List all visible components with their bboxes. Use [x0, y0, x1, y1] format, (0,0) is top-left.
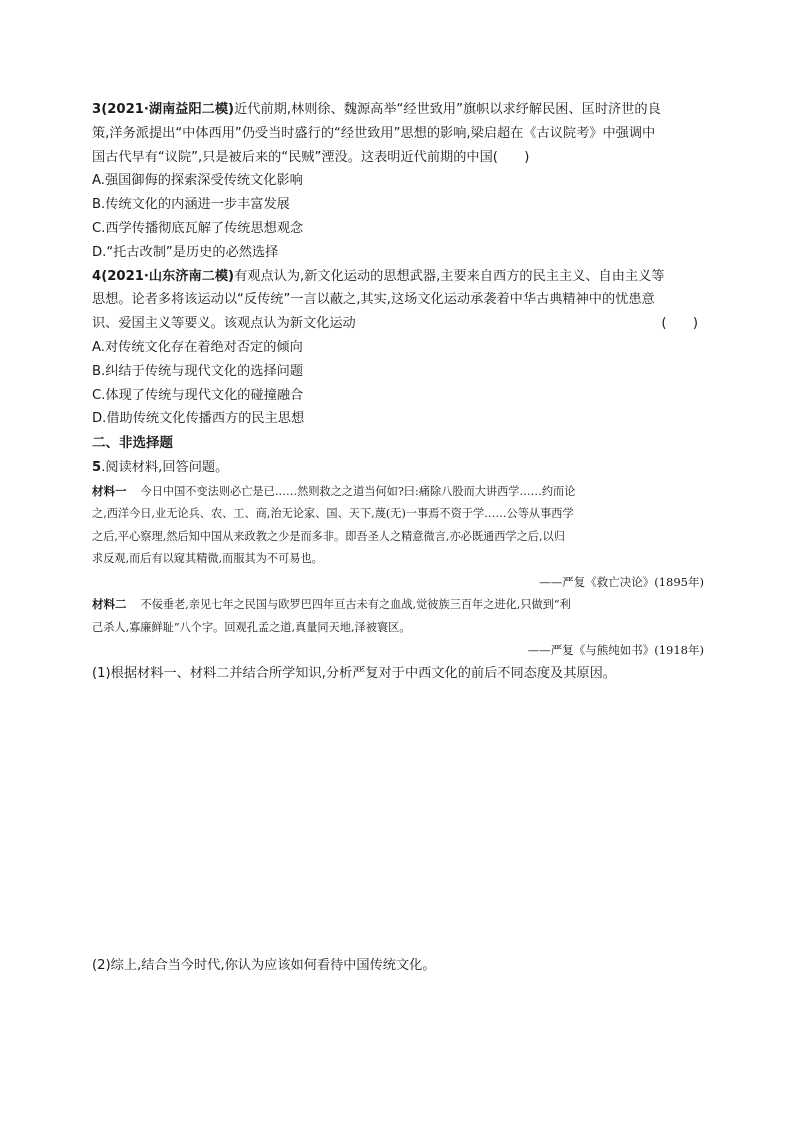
material-1-text-1: 今日中国不变法则必亡是已……然则救之之道当何如?曰:痛除八股而大讲西学……约而论 — [140, 484, 576, 498]
question-4-text-3: 识、爱国主义等要义。该观点认为新文化运动 — [92, 316, 356, 332]
material-2-source: ——严复《与熊纯如书》(1918年) — [527, 643, 704, 658]
exam-page — [92, 98, 704, 977]
material-2-text-1: 不佞垂老,亲见七年之民国与欧罗巴四年亘古未有之血战,觉彼族三百年之进化,只做到“利 — [140, 598, 571, 612]
question-4-option-a: A.对传统文化存在着绝对否定的倾向 — [92, 339, 303, 355]
question-3-option-c: C.西学传播彻底瓦解了传统思想观念 — [92, 220, 304, 236]
question-5-number: 5 — [92, 459, 102, 475]
section-2-title: 二、非选择题 — [92, 435, 173, 452]
question-3-text-1: 近代前期,林则徐、魏源高举“经世致用”旗帜以求纾解民困、匡时济世的良 — [234, 102, 661, 117]
material-1-text-3: 之后,平心察理,然后知中国从来政教之少是而多非。即吾圣人之精意微言,亦必既通西学之后,以归 — [92, 529, 565, 543]
material-1-source: ——严复《救亡决论》(1895年) — [539, 574, 704, 589]
question-3-number: 3 — [92, 102, 102, 117]
question-3-text-3: 国古代早有“议院”,只是被后来的“民贼”湮没。这表明近代前期的中国( ) — [92, 149, 530, 165]
material-1-tag: 材料一 — [92, 483, 127, 498]
question-4-option-b: B.纠结于传统与现代文化的选择问题 — [92, 363, 304, 379]
question-3-source: (2021·湖南益阳二模) — [101, 102, 235, 117]
material-1 — [92, 480, 704, 594]
question-5-sub-2: (2)综上,结合当今时代,你认为应该如何看待中国传统文化。 — [92, 957, 436, 973]
question-4-answer-paren: ( ) — [661, 316, 698, 332]
material-1-text-4: 求反观,而后有以窥其精微,而服其为不可易也。 — [92, 552, 323, 566]
question-5-intro-line — [92, 456, 704, 480]
question-3-option-a: A.强国御侮的探索深受传统文化影响 — [92, 173, 303, 189]
question-3-option-d: D.“托古改制”是历史的必然选择 — [92, 244, 279, 260]
question-4-line-1 — [92, 265, 704, 289]
question-5-sub-1: (1)根据材料一、材料二并结合所学知识,分析严复对于中西文化的前后不同态度及其原因。 — [92, 665, 616, 681]
question-4-option-c: C.体现了传统与现代文化的碰撞融合 — [92, 387, 304, 403]
question-4-source: (2021·山东济南二模) — [101, 268, 235, 284]
question-3 — [92, 98, 704, 265]
material-2-line-1 — [92, 593, 704, 617]
question-4-text-2: 思想。论者多将该运动以“反传统”一言以蔽之,其实,这场文化运动承袭着中华古典精神中的忧患意 — [92, 292, 655, 308]
material-2 — [92, 593, 704, 662]
question-4-text-1: 有观点认为,新文化运动的思想武器,主要来自西方的民主主义、自由主义等 — [234, 268, 665, 284]
question-5-intro: .阅读材料,回答问题。 — [101, 459, 229, 475]
question-4-number: 4 — [92, 268, 102, 284]
answer-space-1[interactable] — [92, 686, 704, 954]
question-4-line-3 — [92, 312, 704, 336]
material-2-text-2: 己杀人,寡廉鲜耻”八个字。回观孔孟之道,真量同天地,泽被寰区。 — [92, 620, 411, 634]
question-3-text-2: 策,洋务派提出“中体西用”仍受当时盛行的“经世致用”思想的影响,梁启超在《古议院考》中强调中 — [92, 125, 656, 141]
material-1-line-1 — [92, 480, 704, 504]
question-3-option-b: B.传统文化的内涵进一步丰富发展 — [92, 197, 290, 213]
question-3-line-1 — [92, 98, 704, 122]
material-1-text-2: 之,西洋今日,业无论兵、农、工、商,治无论家、国、天下,蔑(无)一事焉不资于学……公等从事西学 — [92, 507, 574, 521]
question-4 — [92, 265, 704, 432]
question-4-option-d: D.借助传统文化传播西方的民主思想 — [92, 411, 305, 427]
material-2-tag: 材料二 — [92, 597, 127, 612]
question-5 — [92, 456, 704, 977]
